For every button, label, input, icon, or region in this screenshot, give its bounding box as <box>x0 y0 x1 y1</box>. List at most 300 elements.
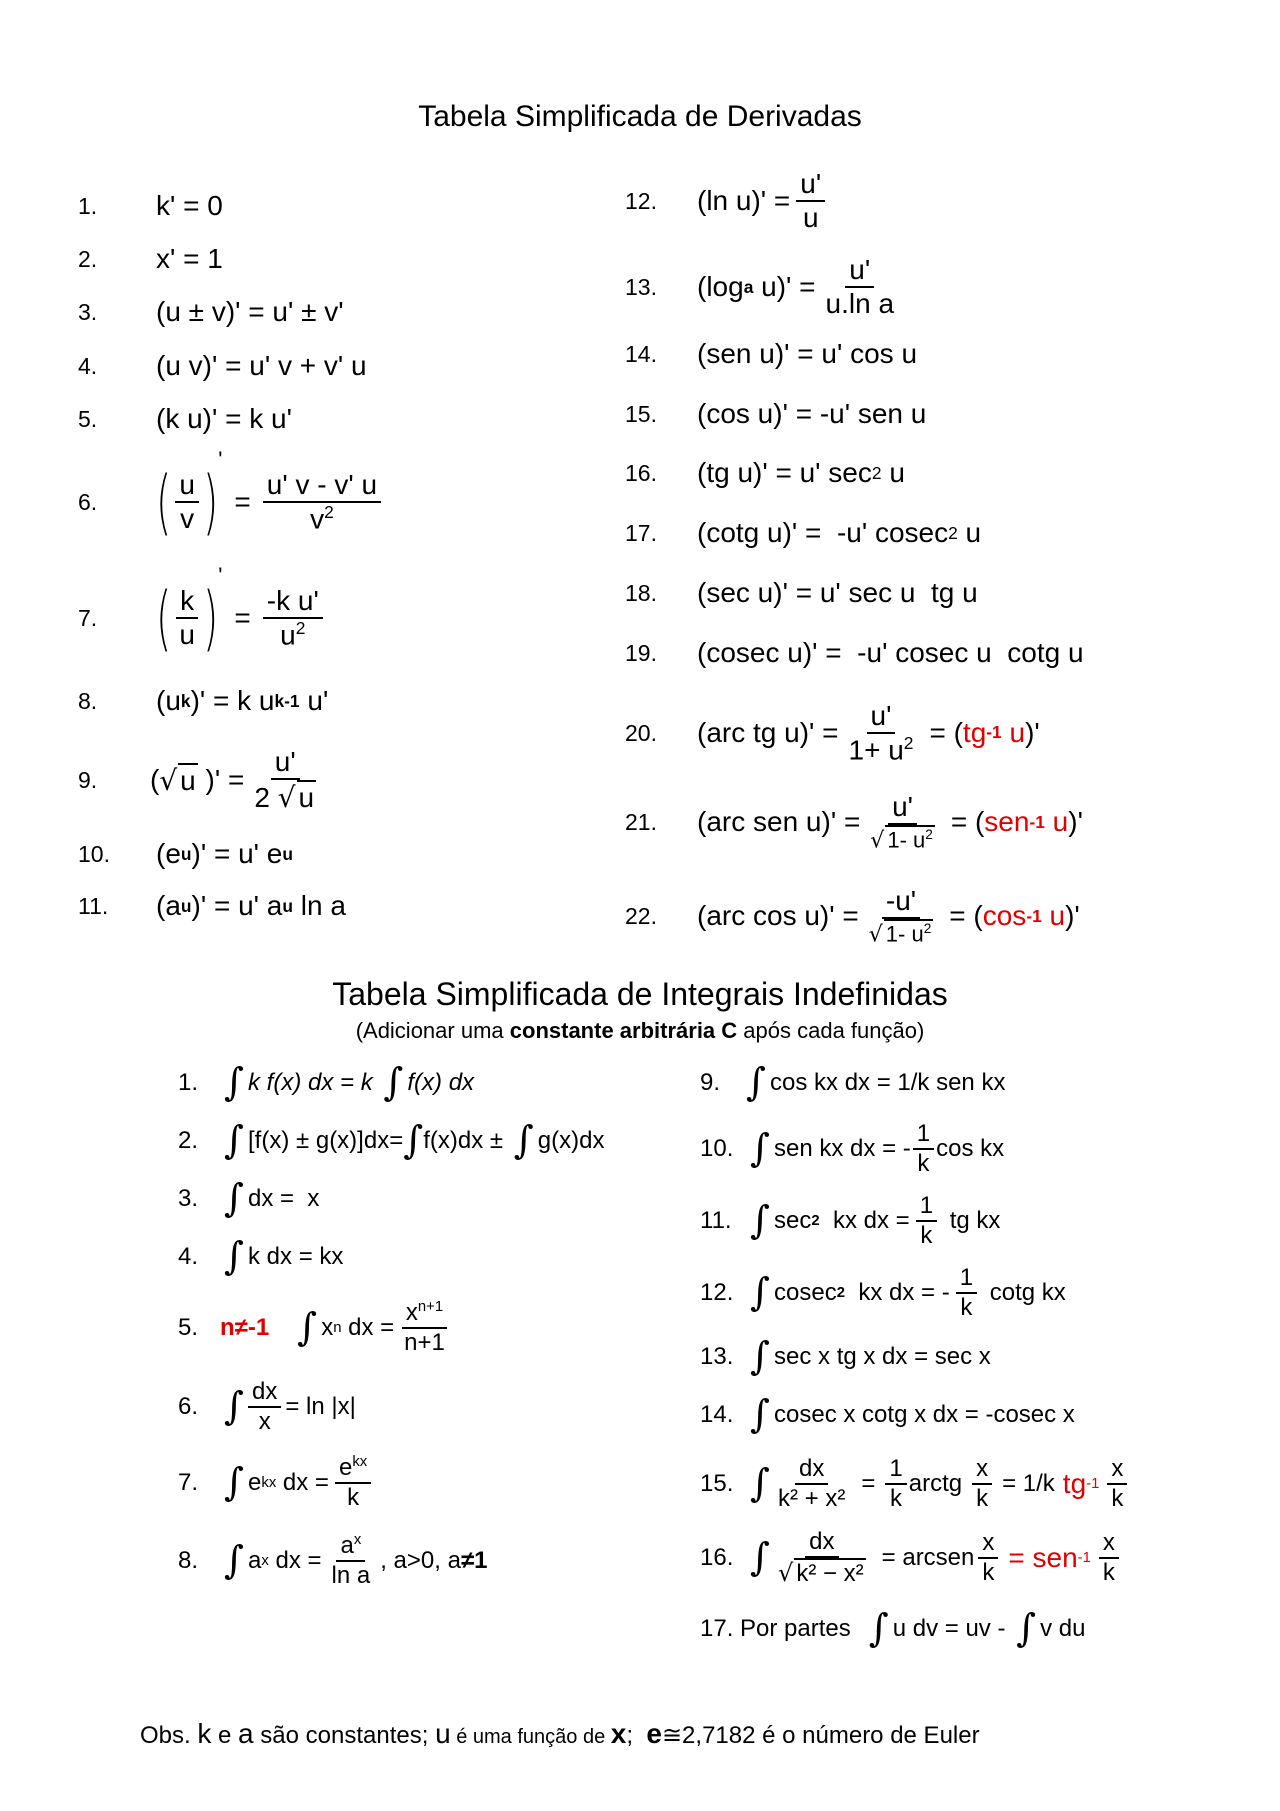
formula-part: dx = <box>276 1469 329 1496</box>
footnote <box>140 1718 980 1750</box>
formula-part: (cotg u)' = -u' cosec <box>697 517 949 548</box>
prime-mark: ' <box>218 563 223 588</box>
integral-number: 11. <box>700 1207 732 1234</box>
derivative-number: 9. <box>78 766 98 793</box>
derivative-8 <box>78 685 328 717</box>
formula-part: f(x) dx <box>407 1069 475 1097</box>
radicand <box>885 825 935 853</box>
fraction-numerator: -u' <box>882 885 920 919</box>
derivative-number: 14. <box>625 340 657 367</box>
derivative-number: 4. <box>78 352 98 379</box>
integral-icon: ∫ <box>750 1269 771 1315</box>
exponent: u <box>282 895 293 916</box>
numerator-base: x <box>405 1299 418 1327</box>
fraction-denominator: u <box>179 619 195 650</box>
formula-part: ≠1 <box>460 1547 488 1574</box>
formula-part: ( <box>150 764 160 795</box>
fraction-numerator: x <box>978 1529 998 1559</box>
fraction <box>263 585 323 652</box>
inverse-function-arg: u <box>1044 806 1069 837</box>
derivative-19 <box>625 637 1084 669</box>
formula-part: [f(x) ± g(x)]dx= <box>248 1127 404 1155</box>
integral-formula <box>220 1454 377 1511</box>
exponent: kx <box>352 1454 368 1471</box>
fraction-numerator: 1 <box>916 1192 937 1222</box>
derivative-formula <box>156 890 346 922</box>
footnote-part: é uma função de <box>450 1726 611 1748</box>
fraction-numerator: x <box>972 1455 992 1485</box>
derivative-formula: (k u)' = k u' <box>156 403 292 434</box>
footnote-symbol: u <box>435 1718 451 1749</box>
fraction-numerator <box>402 1299 447 1329</box>
denominator-part: 2 <box>254 782 278 813</box>
integral-4 <box>178 1234 344 1279</box>
inverse-function-name: sen <box>984 806 1030 837</box>
footnote-part: ; <box>626 1722 647 1749</box>
inverse-function-arg: u <box>1041 900 1066 931</box>
derivative-9 <box>78 740 326 820</box>
formula-part: Por partes <box>740 1615 851 1643</box>
formula-part: x <box>321 1314 334 1341</box>
equals-sign: = <box>234 602 251 633</box>
radicand: k² − x² <box>796 1560 864 1587</box>
integral-formula <box>740 1606 1086 1651</box>
footnote-part: e <box>211 1722 239 1749</box>
fraction-denominator: k <box>920 1222 933 1249</box>
integral-formula <box>746 1264 1066 1321</box>
right-paren-icon: ) <box>203 461 219 543</box>
integral-9 <box>700 1060 1006 1105</box>
integral-number: 4. <box>178 1243 199 1271</box>
integrals-title: Tabela Simplificada de Integrais Indefinidas <box>332 976 948 1012</box>
derivative-number: 13. <box>625 273 657 300</box>
left-paren-icon: ( <box>156 461 172 543</box>
fraction-numerator: dx <box>805 1528 838 1558</box>
integral-7 <box>178 1446 377 1520</box>
formula-part: (arc cos u)' = <box>697 900 859 931</box>
derivative-formula <box>156 838 293 870</box>
formula-part: g(x)dx <box>537 1127 605 1155</box>
fraction <box>175 469 199 535</box>
subtitle-part: após cada função) <box>737 1018 925 1043</box>
formula-part: = ( <box>929 716 963 748</box>
integral-number: 13. <box>700 1343 734 1371</box>
fraction <box>845 700 918 767</box>
derivative-number: 18. <box>625 579 657 606</box>
exponent: kx <box>261 1475 277 1491</box>
exponent: n+1 <box>417 1299 444 1316</box>
fraction-denominator: u <box>802 202 819 233</box>
derivative-number: 1. <box>78 192 98 219</box>
inverse-function-name: cos <box>982 900 1027 931</box>
integral-8 <box>178 1524 487 1598</box>
fraction <box>400 1299 449 1356</box>
integral-formula <box>220 1299 455 1356</box>
integral-icon: ∫ <box>750 1460 771 1506</box>
integral-number: 2. <box>178 1127 199 1155</box>
formula-part: dx = <box>268 1547 322 1574</box>
formula-part: (e <box>156 838 181 869</box>
fraction-denominator: k <box>1111 1485 1124 1512</box>
formula-part: cosec x cotg x dx = -cosec x <box>774 1401 1075 1429</box>
integral-10 <box>700 1114 1004 1184</box>
prime-mark: ' <box>218 447 223 472</box>
derivative-formula: (cos u)' = -u' sen u <box>697 398 927 429</box>
integral-3 <box>178 1176 320 1221</box>
formula-part: (a <box>156 890 181 921</box>
footnote-part: ≅2,7182 é o número de Euler <box>661 1722 980 1749</box>
derivative-16 <box>625 457 905 489</box>
integral-icon: ∫ <box>224 1383 245 1429</box>
inverse-function-name: tg <box>962 716 987 748</box>
radicand-base: 1- u <box>885 921 924 947</box>
right-paren-icon: ) <box>203 577 219 659</box>
exponent: 2 <box>836 1285 845 1301</box>
derivative-3 <box>78 296 344 328</box>
integral-icon: ∫ <box>513 1118 534 1163</box>
radicand: u <box>298 782 315 813</box>
integral-formula <box>746 1528 1127 1587</box>
integral-icon: ∫ <box>224 1234 245 1279</box>
fraction-denominator: k <box>917 1150 930 1177</box>
derivative-number: 16. <box>625 459 657 486</box>
condition-label: n≠-1 <box>220 1314 270 1341</box>
fraction <box>913 1120 934 1177</box>
footnote-part: Obs. <box>140 1722 198 1749</box>
fraction <box>978 1529 998 1586</box>
derivative-number: 3. <box>78 298 98 325</box>
formula-part: dx = x <box>248 1185 320 1213</box>
derivative-14 <box>625 338 917 370</box>
integral-formula <box>746 1334 991 1379</box>
fraction-numerator: x <box>1107 1455 1127 1485</box>
formula-part: v du <box>1040 1615 1086 1643</box>
derivative-number: 5. <box>78 405 98 432</box>
fraction-denominator: k² + x² <box>778 1485 846 1512</box>
exponent: -1 <box>1077 1550 1091 1566</box>
exponent: k <box>180 690 191 711</box>
fraction <box>822 254 899 320</box>
integral-formula <box>746 1392 1075 1437</box>
integral-number: 6. <box>178 1393 199 1420</box>
exponent: 2 <box>923 920 932 936</box>
integral-11 <box>700 1186 1000 1256</box>
exponent: -1 <box>1086 1476 1100 1492</box>
exponent: -1 <box>1026 905 1042 926</box>
formula-part: k f(x) dx = k <box>248 1069 380 1097</box>
fraction-denominator <box>865 919 938 948</box>
footnote-symbol: e <box>646 1718 662 1749</box>
integral-number: 17. <box>700 1615 734 1643</box>
integral-icon: ∫ <box>746 1060 767 1105</box>
formula-part: u dv = uv - <box>892 1615 1013 1643</box>
footnote-symbol: a <box>238 1718 254 1749</box>
sqrt-icon: √ <box>277 781 296 814</box>
derivative-4 <box>78 350 367 382</box>
formula-part: sen kx dx = - <box>774 1135 911 1162</box>
radicand: u <box>180 765 196 796</box>
integral-number: 15. <box>700 1470 734 1497</box>
integral-icon: ∫ <box>224 1060 245 1105</box>
integral-formula <box>746 1192 1000 1249</box>
exponent: x <box>353 1532 362 1549</box>
formula-part: tg kx <box>943 1207 1001 1234</box>
fraction <box>796 168 825 234</box>
formula-part: (arc sen u)' = <box>697 806 861 837</box>
fraction-numerator: u' <box>845 254 874 288</box>
sqrt-icon: √ <box>868 922 883 948</box>
formula-part: )' = u' e <box>191 838 283 869</box>
exponent: u <box>282 843 293 864</box>
derivative-number: 12. <box>625 187 657 214</box>
formula-part: cotg kx <box>983 1279 1066 1306</box>
derivative-18 <box>625 577 978 609</box>
integral-icon: ∫ <box>750 1125 771 1171</box>
derivative-number: 10. <box>78 840 110 867</box>
integral-icon: ∫ <box>750 1334 771 1379</box>
fraction-denominator: n+1 <box>404 1329 445 1356</box>
fraction <box>956 1264 977 1321</box>
formula-part: f(x)dx ± <box>423 1127 510 1155</box>
derivative-formula: (sec u)' = u' sec u tg u <box>697 577 978 608</box>
denominator-base: u <box>280 619 296 651</box>
integral-formula <box>220 1378 356 1435</box>
formula-part: )' <box>1068 806 1083 837</box>
footnote-part: são constantes; <box>253 1722 436 1749</box>
formula-part: sec <box>774 1207 812 1234</box>
exponent: 2 <box>324 501 334 522</box>
formula-part: u <box>881 457 905 488</box>
sqrt-icon: √ <box>870 828 885 854</box>
integral-14 <box>700 1392 1075 1437</box>
derivative-7 <box>78 563 329 659</box>
integral-icon: ∫ <box>1016 1606 1037 1651</box>
exponent: -1 <box>986 722 1002 743</box>
derivative-number: 21. <box>625 808 657 835</box>
fraction <box>866 791 939 854</box>
formula-part: = arcsen <box>881 1544 975 1571</box>
exponent: 2 <box>811 1213 820 1229</box>
fraction-numerator: dx <box>248 1378 281 1408</box>
integral-16 <box>700 1520 1127 1596</box>
fraction-denominator: k <box>960 1294 973 1321</box>
derivative-21 <box>625 782 1083 862</box>
derivative-number: 6. <box>78 488 98 515</box>
integral-icon: ∫ <box>403 1118 424 1163</box>
subtitle-part: (Adicionar uma <box>355 1018 510 1043</box>
fraction-numerator: u' <box>867 700 896 734</box>
derivative-formula: (cosec u)' = -u' cosec u cotg u <box>697 637 1084 668</box>
radicand-base: 1- u <box>887 827 926 853</box>
integral-icon: ∫ <box>750 1392 771 1437</box>
derivatives-title: Tabela Simplificada de Derivadas <box>418 100 862 133</box>
fraction-numerator: 1 <box>956 1264 977 1294</box>
derivative-formula: (u v)' = u' v + v' u <box>156 350 367 381</box>
inverse-function-arg: u <box>1001 716 1026 748</box>
formula-part: = 1/k <box>1002 1470 1055 1497</box>
exponent: 2 <box>925 826 933 842</box>
integral-icon: ∫ <box>224 1537 245 1583</box>
integral-number: 12. <box>700 1279 734 1306</box>
integral-5 <box>178 1290 455 1366</box>
denominator-base: v <box>310 503 325 535</box>
fraction <box>885 1455 906 1512</box>
integral-2 <box>178 1118 605 1163</box>
fraction-denominator: ln a <box>331 1562 371 1589</box>
integral-formula <box>220 1176 320 1221</box>
fraction-numerator: u' <box>888 791 917 825</box>
fraction-denominator: k <box>347 1484 360 1511</box>
derivative-number: 15. <box>625 400 657 427</box>
fraction-denominator: u.ln a <box>825 288 895 319</box>
inverse-function-name: tg <box>1062 1468 1087 1499</box>
derivative-number: 22. <box>625 902 657 929</box>
sqrt-icon: √ <box>159 763 178 797</box>
exponent: 2 <box>948 522 958 543</box>
formula-part: cos kx dx = 1/k sen kx <box>770 1069 1006 1097</box>
formula-part: (log <box>697 271 744 302</box>
fraction <box>248 1378 281 1435</box>
formula-part: )' <box>1065 900 1080 931</box>
formula-part: )' = k u <box>190 685 275 716</box>
numerator-base: a <box>340 1532 354 1560</box>
derivative-number: 2. <box>78 245 98 272</box>
fraction-denominator <box>306 503 338 536</box>
derivative-formula <box>150 563 329 659</box>
fraction-denominator: k <box>982 1559 995 1586</box>
integral-15 <box>700 1446 1135 1522</box>
derivative-formula <box>150 447 387 543</box>
fraction-numerator: u' <box>271 746 300 780</box>
formula-part: )' <box>1025 716 1040 748</box>
formula-part: cosec <box>774 1279 837 1306</box>
exponent: u <box>180 843 192 864</box>
integral-number: 9. <box>700 1069 721 1097</box>
fraction <box>263 469 381 536</box>
formula-part: )' = <box>197 764 245 795</box>
radicand <box>884 919 934 947</box>
derivative-formula <box>697 791 1083 854</box>
integral-formula <box>742 1060 1006 1105</box>
fraction-denominator: k <box>976 1485 989 1512</box>
fraction-denominator: k <box>890 1485 903 1512</box>
integral-icon: ∫ <box>224 1118 245 1163</box>
exponent: 2 <box>871 462 882 483</box>
exponent: 2 <box>903 732 914 753</box>
integral-formula <box>220 1532 487 1589</box>
derivative-number: 19. <box>625 639 657 666</box>
formula-part: u <box>957 517 982 548</box>
left-paren-icon: ( <box>156 577 172 659</box>
derivative-5 <box>78 403 292 435</box>
integral-1 <box>178 1060 475 1105</box>
derivative-formula <box>697 517 981 549</box>
fraction-numerator <box>335 1454 371 1484</box>
integral-number: 14. <box>700 1401 734 1429</box>
integral-number: 8. <box>178 1547 199 1574</box>
fraction-numerator: u <box>175 469 199 503</box>
fraction-denominator <box>276 619 309 652</box>
formula-part: (ln u)' = <box>697 185 791 216</box>
fraction-denominator <box>866 825 939 854</box>
integral-icon: ∫ <box>383 1060 404 1105</box>
integral-formula <box>746 1455 1135 1512</box>
fraction-denominator: x <box>258 1408 271 1435</box>
integral-6 <box>178 1370 356 1444</box>
inverse-function-name: = sen <box>1008 1542 1078 1573</box>
derivative-20 <box>625 693 1040 773</box>
footnote-symbol: x <box>610 1718 627 1749</box>
integral-icon: ∫ <box>868 1606 889 1651</box>
derivative-12 <box>625 166 831 236</box>
derivative-1 <box>78 190 223 222</box>
fraction-denominator <box>774 1558 870 1588</box>
exponent: u <box>180 895 192 916</box>
fraction <box>774 1528 870 1587</box>
fraction <box>335 1454 371 1511</box>
formula-part: = ( <box>950 806 985 837</box>
formula-part: u)' = <box>753 271 816 302</box>
integrals-subtitle <box>0 1018 1280 1044</box>
integral-number: 3. <box>178 1185 199 1213</box>
denominator-base: 1+ u <box>848 734 904 766</box>
integral-icon: ∫ <box>224 1459 245 1505</box>
formula-part: ln a <box>292 890 346 921</box>
derivative-22 <box>625 876 1080 956</box>
derivative-2 <box>78 243 223 275</box>
fraction <box>916 1192 937 1249</box>
exponent: x <box>261 1553 269 1569</box>
integral-number: 16. <box>700 1544 734 1571</box>
integral-17 <box>700 1606 1086 1651</box>
formula-part: arctg <box>908 1470 963 1497</box>
integral-number: 5. <box>178 1314 199 1341</box>
formula-part: (tg u)' = u' sec <box>697 457 872 488</box>
derivative-formula: k' = 0 <box>156 190 223 221</box>
integral-number: 7. <box>178 1469 199 1496</box>
formula-part: , a>0, a <box>380 1547 461 1574</box>
derivative-11 <box>78 890 346 922</box>
formula-part: sec x tg x dx = sec x <box>774 1343 991 1371</box>
fraction-denominator <box>250 780 320 814</box>
formula-part: = ( <box>949 900 983 931</box>
formula-part: e <box>248 1469 262 1496</box>
formula-part: kx dx = - <box>845 1279 950 1306</box>
derivative-formula <box>697 168 831 234</box>
fraction-denominator: k <box>1102 1559 1115 1586</box>
equals-sign: = <box>234 486 251 517</box>
derivative-formula: (u ± v)' = u' ± v' <box>156 296 344 327</box>
fraction <box>774 1455 849 1512</box>
exponent: -1 <box>1029 811 1045 832</box>
derivative-number: 11. <box>78 892 109 919</box>
fraction <box>972 1455 992 1512</box>
equals-sign: = <box>861 1470 876 1497</box>
formula-part: (u <box>156 685 181 716</box>
derivative-formula: x' = 1 <box>156 243 223 274</box>
exponent: 2 <box>295 617 306 638</box>
exponent: n <box>333 1320 342 1336</box>
integral-icon: ∫ <box>750 1197 771 1243</box>
derivative-15 <box>625 398 926 430</box>
integral-13 <box>700 1334 991 1379</box>
derivative-number: 8. <box>78 687 98 714</box>
fraction <box>1099 1529 1119 1586</box>
derivative-formula <box>697 457 905 489</box>
derivative-formula <box>697 254 904 320</box>
fraction-numerator: -k u' <box>263 585 323 619</box>
derivative-number: 20. <box>625 719 657 746</box>
